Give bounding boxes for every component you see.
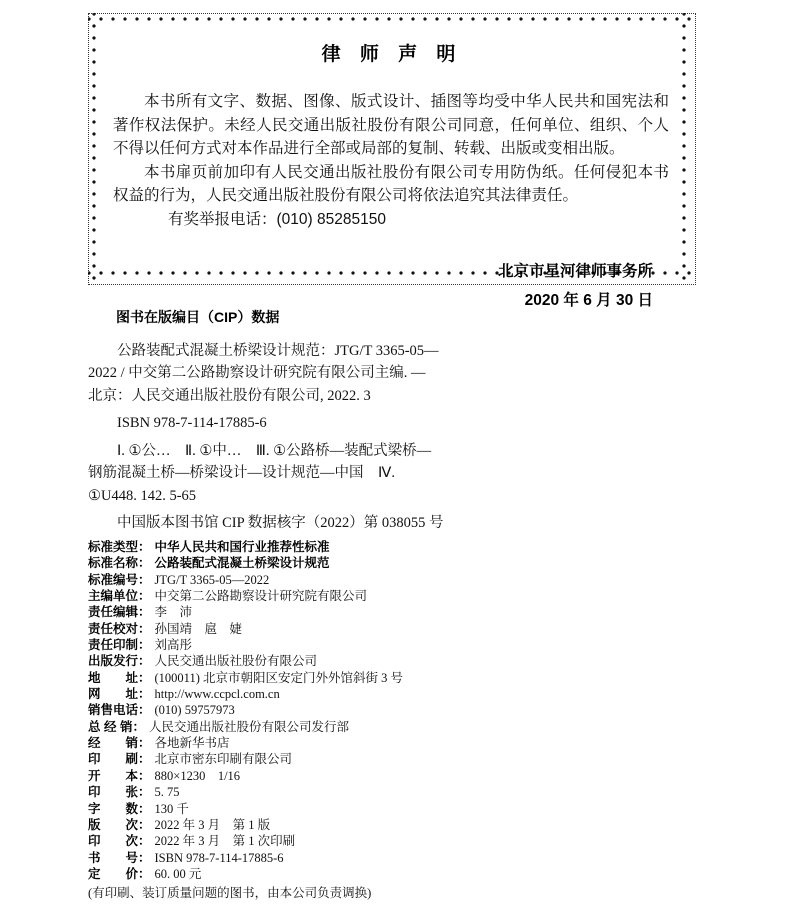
colophon-value: 中交第二公路勘察设计研究院有限公司 [154, 589, 368, 604]
colophon-value: ISBN 978-7-114-17885-6 [154, 850, 284, 865]
colophon-row [88, 539, 708, 555]
cip-classification-line: 钢筋混凝土桥—桥梁设计—设计规范—中国 Ⅳ. [88, 465, 396, 481]
colophon-value: 130 千 [154, 801, 189, 816]
colophon-row [88, 850, 708, 866]
report-hotline: 有奖举报电话：(010) 85285150 [168, 210, 386, 228]
colophon-row [88, 866, 708, 882]
colophon-value: 各地新华书店 [154, 736, 230, 751]
colophon-row [88, 670, 708, 686]
colophon-label: 标准类型： [88, 540, 151, 554]
cip-isbn: ISBN 978-7-114-17885-6 [117, 415, 267, 431]
colophon-row [88, 719, 708, 735]
cip-registry-number: 中国版本图书馆 CIP 数据核字（2022）第 038055 号 [117, 515, 444, 531]
colophon-label: 字 数： [88, 801, 151, 816]
colophon-value: 中华人民共和国行业推荐性标准 [154, 540, 330, 554]
legal-notice-box [88, 13, 696, 309]
colophon-row [88, 784, 708, 800]
colophon-value: 人民交通出版社股份有限公司 [154, 654, 318, 669]
colophon-row [88, 735, 708, 751]
cip-heading: 图书在版编目（CIP）数据 [116, 309, 280, 325]
colophon-value: http://www.ccpcl.com.cn [154, 687, 280, 702]
colophon-row [88, 621, 708, 637]
colophon-label: 地 址： [88, 670, 151, 685]
colophon-row [88, 653, 708, 669]
colophon-label: 总 经 销： [88, 719, 145, 734]
colophon-value: 人民交通出版社股份有限公司发行部 [148, 719, 349, 734]
colophon-row [88, 572, 708, 588]
colophon-label: 经 销： [88, 736, 151, 751]
legal-notice-body [113, 90, 669, 231]
colophon-row [88, 768, 708, 784]
legal-notice-paragraph-1: 本书所有文字、数据、图像、版式设计、插图等均受中华人民共和国宪法和著作权法保护。未经人民交通出版社股份有限公司同意，任何单位、组织、个人不得以任何方式对本作品进行全部或局部的复制、转载、出版或变相出版。 [113, 93, 669, 157]
cip-classification-line: Ⅰ. ①公… Ⅱ. ①中… Ⅲ. ①公路桥—装配式梁桥— [117, 442, 432, 459]
colophon-value: 北京市密东印刷有限公司 [154, 752, 293, 767]
colophon-label: 网 址： [88, 687, 151, 702]
colophon-section [88, 539, 708, 902]
colophon-label: 定 价： [88, 866, 151, 881]
colophon-label: 标准编号： [88, 572, 151, 587]
colophon-label: 印 次： [88, 834, 151, 849]
colophon-value: (010) 59757973 [154, 703, 235, 718]
colophon-label: 主编单位： [88, 589, 151, 604]
colophon-row [88, 817, 708, 833]
colophon-label: 责任编辑： [88, 605, 151, 620]
legal-notice-paragraph-2: 本书扉页前加印有人民交通出版社股份有限公司专用防伪纸。任何侵犯本书权益的行为，人民交通出版社股份有限公司将依法追究其法律责任。 [113, 163, 669, 204]
colophon-row [88, 833, 708, 849]
colophon-row [88, 686, 708, 702]
colophon-value: (100011) 北京市朝阳区安定门外外馆斜街 3 号 [154, 670, 404, 685]
colophon-label: 责任校对： [88, 621, 151, 636]
colophon-value: JTG/T 3365-05—2022 [154, 572, 270, 587]
colophon-value: 刘高彤 [154, 638, 193, 653]
colophon-value: 2022 年 3 月 第 1 版 [154, 817, 271, 832]
colophon-row [88, 751, 708, 767]
colophon-row [88, 588, 708, 604]
colophon-label: 标准名称： [88, 556, 151, 571]
legal-notice-title: 律 师 声 明 [321, 44, 463, 65]
colophon-value: 公路装配式混凝土桥梁设计规范 [154, 556, 330, 571]
colophon-value: 李 沛 [154, 605, 193, 620]
colophon-label: 版 次： [88, 817, 151, 832]
cip-entry-line: 2022 / 中交第二公路勘察设计研究院有限公司主编. — [88, 365, 426, 381]
colophon-value: 60. 00 元 [154, 866, 202, 881]
colophon-label: 印 张： [88, 785, 151, 800]
colophon-value: 2022 年 3 月 第 1 次印刷 [154, 834, 296, 849]
cip-entry-line: 北京：人民交通出版社股份有限公司, 2022. 3 [88, 387, 371, 404]
cip-entry-line: 公路装配式混凝土桥梁设计规范：JTG/T 3365-05— [117, 342, 439, 359]
colophon-row [88, 555, 708, 571]
cip-classification [88, 440, 628, 508]
law-firm-signature: 北京市星河律师事务所 [497, 263, 653, 280]
colophon-row [88, 604, 708, 620]
colophon-row [88, 702, 708, 718]
cip-section [88, 306, 628, 535]
colophon-value: 孙国靖 扈 婕 [154, 621, 243, 636]
colophon-label: 销售电话： [88, 703, 151, 718]
colophon-value: 880×1230 1/16 [154, 768, 241, 783]
colophon-row [88, 637, 708, 653]
colophon-label: 责任印制： [88, 638, 151, 653]
colophon-label: 开 本： [88, 768, 151, 783]
colophon-label: 出版发行： [88, 654, 151, 669]
cip-entry [88, 340, 628, 408]
legal-notice-date: 2020 年 6 月 30 日 [524, 292, 653, 309]
quality-exchange-note: (有印刷、装订质量问题的图书，由本公司负责调换) [88, 886, 372, 901]
colophon-value: 5. 75 [154, 785, 180, 800]
colophon-label: 书 号： [88, 850, 151, 865]
cip-classification-line: ①U448. 142. 5-65 [88, 487, 197, 504]
colophon-label: 印 刷： [88, 752, 151, 767]
colophon-row [88, 801, 708, 817]
